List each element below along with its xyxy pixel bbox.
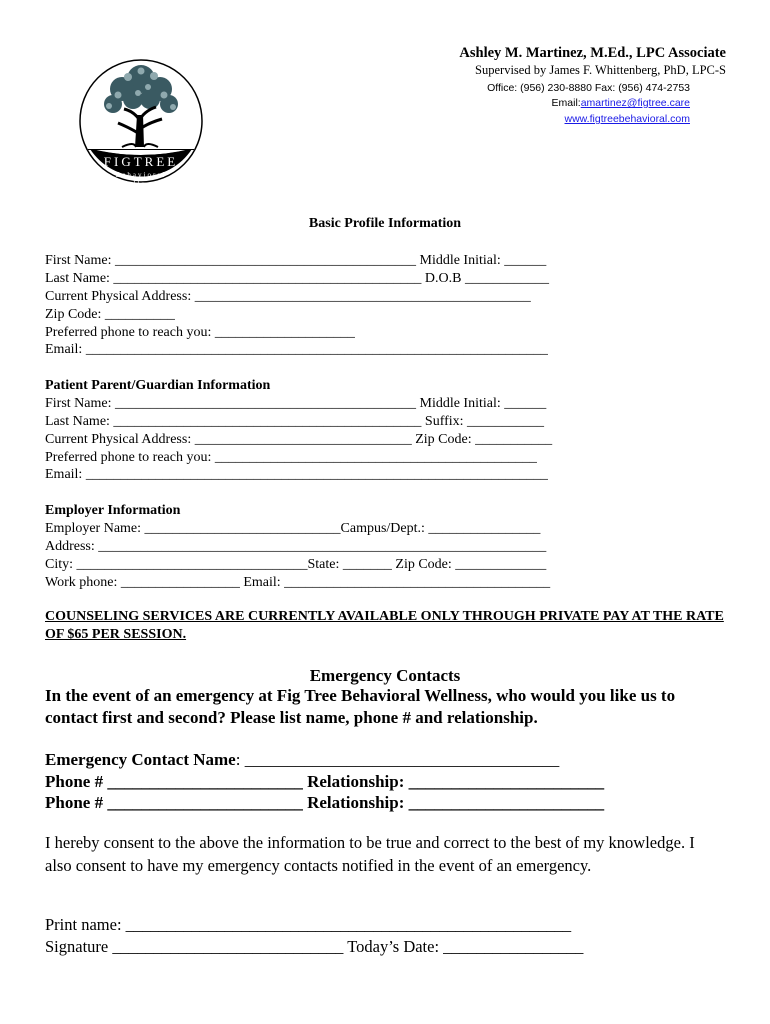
employer-heading: Employer Information (45, 503, 181, 518)
guardian-address-row[interactable]: Current Physical Address: _______________________________ Zip Code: ___________ (45, 431, 553, 447)
guardian-last-name-row[interactable]: Last Name: ____________________________________________ Suffix: ___________ (45, 413, 545, 429)
email-label: Email: (551, 97, 581, 109)
emergency-fields (45, 749, 604, 814)
guardian-heading: Patient Parent/Guardian Information (45, 378, 271, 393)
website-link[interactable]: www.figtreebehavioral.com (564, 113, 690, 125)
zip-row[interactable]: Zip Code: __________ (45, 306, 175, 322)
figtree-logo (78, 49, 204, 197)
logo-sub1: Behavioral (115, 171, 167, 179)
last-name-row[interactable]: Last Name: ____________________________________________ D.O.B ____________ (45, 270, 549, 286)
signature-section (45, 914, 583, 958)
email-line (552, 97, 690, 109)
employer-phone-row[interactable]: Work phone: _________________ Email: ______________________________________ (45, 574, 551, 590)
email-row[interactable]: Email: __________________________________________________________________ (45, 342, 548, 358)
employer-address-row[interactable]: Address: ________________________________________________________________ (45, 538, 547, 554)
basic-profile-section (45, 252, 549, 359)
provider-name: Ashley M. Martinez, M.Ed., LPC Associate (459, 45, 726, 61)
office-fax-line: Office: (956) 230-8880 Fax: (956) 474-2753 (487, 82, 690, 94)
emergency-contact-row[interactable] (45, 749, 604, 771)
emergency-title: Emergency Contacts (309, 666, 461, 685)
guardian-phone-row[interactable]: Preferred phone to reach you: ______________________________________________ (45, 449, 537, 465)
emergency-phone2-row[interactable]: Phone # _______________________ Relationship: _______________________ (45, 793, 605, 812)
guardian-first-name-row[interactable]: First Name: ___________________________________________ Middle Initial: ______ (45, 395, 547, 411)
print-name-row[interactable]: Print name: ______________________________________________________ (45, 915, 572, 934)
employer-name-row[interactable]: Employer Name: ____________________________Campus/Dept.: ________________ (45, 520, 541, 536)
emergency-phone1-row[interactable]: Phone # _______________________ Relationship: _______________________ (45, 771, 605, 791)
logo-sub2: Wellness (120, 180, 162, 188)
signature-row[interactable]: Signature ____________________________ Today’s Date: _________________ (45, 937, 584, 956)
first-name-row[interactable]: First Name: ___________________________________________ Middle Initial: ______ (45, 253, 547, 268)
emergency-question: In the event of an emergency at Fig Tree Behavioral Wellness, who would you like us to contact first and second? Please list name, phone # and relationship. (45, 686, 676, 727)
address-row[interactable]: Current Physical Address: ________________________________________________ (45, 288, 531, 304)
logo-name: FIGTREE (103, 154, 179, 169)
guardian-section (45, 377, 552, 484)
consent-statement: I hereby consent to the above the information to be true and correct to the best of my knowledge. I also consent to have my emergency contacts notified in the event of an emergency. (45, 833, 695, 875)
guardian-email-row[interactable]: Email: __________________________________________________________________ (45, 467, 548, 483)
email-link[interactable]: amartinez@figtree.care (580, 97, 690, 109)
payment-notice: COUNSELING SERVICES ARE CURRENTLY AVAILABLE ONLY THROUGH PRIVATE PAY AT THE RATE OF $65 PER SESSION. (45, 609, 724, 642)
employer-section (45, 502, 550, 591)
emergency-contact-line[interactable]: : _____________________________________ (235, 750, 560, 769)
phone-row[interactable]: Preferred phone to reach you: ____________________ (45, 324, 355, 340)
emergency-contact-label: Emergency Contact Name (45, 750, 236, 769)
employer-city-row[interactable]: City: _________________________________State: _______ Zip Code: _____________ (45, 556, 547, 572)
page-title: Basic Profile Information (308, 216, 462, 231)
supervisor-line: Supervised by James F. Whittenberg, PhD, LPC-S (475, 63, 726, 77)
